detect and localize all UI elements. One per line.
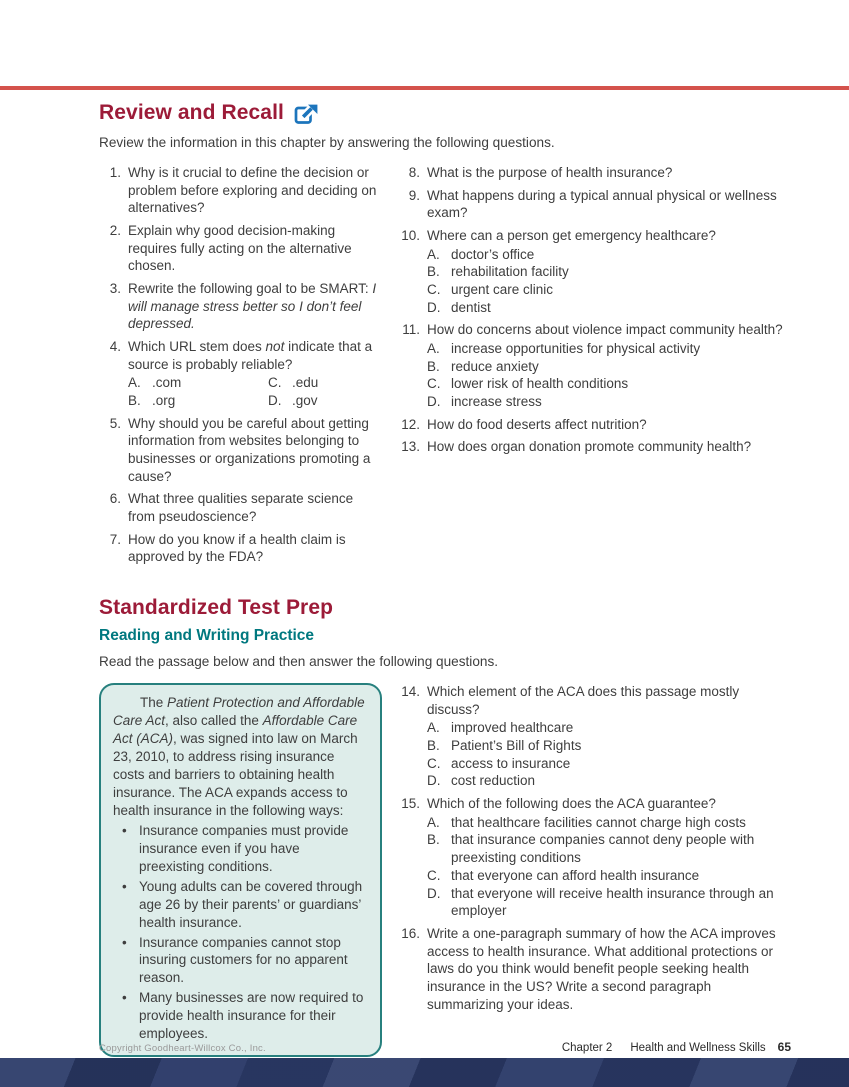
question-text — [128, 280, 382, 333]
answer-choice — [128, 374, 268, 392]
question-item — [398, 227, 791, 316]
passage-box — [99, 683, 382, 1057]
choice-text: that insurance companies cannot deny people with preexisting conditions — [451, 832, 755, 866]
answer-choice — [427, 885, 791, 920]
external-link-icon[interactable] — [293, 102, 320, 125]
text: Why should you be careful about getting information from websites belonging to businesses or organizations promoting a cause? — [128, 415, 371, 484]
question-number: 4. — [109, 339, 121, 355]
choice-text: increase opportunities for physical activity — [451, 341, 701, 357]
choice-label: B. — [427, 358, 440, 374]
question-item — [99, 531, 382, 566]
question-text — [128, 222, 382, 275]
question-number: 13. — [401, 439, 420, 455]
test-prep-title: Standardized Test Prep — [99, 596, 334, 620]
choice-text: urgent care clinic — [451, 282, 554, 298]
text: indicate that a source is probably reliable? — [128, 339, 373, 372]
test-prep-section — [99, 596, 791, 1057]
answer-choice — [427, 340, 791, 358]
passage-bullet-item: • Insurance companies must provide insurance even if you have preexisting conditions. — [113, 822, 368, 876]
choice-text: cost reduction — [451, 773, 536, 789]
question-text — [128, 490, 382, 525]
choice-label: D. — [427, 885, 441, 901]
choice-label: D. — [427, 299, 441, 315]
answer-choice — [427, 246, 791, 264]
questions-column-left — [99, 164, 382, 571]
choice-label: A. — [427, 720, 440, 736]
review-recall-columns — [99, 164, 791, 571]
page-number: 65 — [777, 1040, 791, 1054]
choice-text: .com — [152, 375, 182, 391]
question-number: 3. — [109, 281, 121, 297]
question-text — [427, 321, 791, 339]
answer-choice — [427, 393, 791, 411]
footer-band — [0, 1058, 849, 1087]
text: What happens during a typical annual physical or wellness exam? — [427, 187, 777, 221]
answer-choice — [427, 263, 791, 281]
question-text — [427, 164, 791, 182]
choice-label: B. — [427, 832, 440, 848]
question-number: 7. — [109, 531, 121, 547]
choice-text: increase stress — [451, 394, 542, 410]
question-number: 12. — [401, 416, 420, 432]
question-number: 9. — [408, 187, 420, 203]
text: , was signed into law on March 23, 2010, to address rising insurance costs and barriers to obtaining health insurance. The ACA expands access to health insurance in the following ways: — [113, 731, 358, 818]
question-body — [128, 280, 382, 333]
question-item — [398, 164, 791, 182]
question-number: 2. — [109, 223, 121, 239]
copyright-text: Copyright Goodheart-Willcox Co., Inc. — [99, 1043, 266, 1054]
question-body — [427, 187, 791, 222]
choice-text: rehabilitation facility — [451, 264, 569, 280]
question-body — [427, 164, 791, 182]
passage-bullets — [113, 822, 368, 1043]
passage-bullet-item: • Insurance companies cannot stop insuring customers for no apparent reason. — [113, 934, 368, 988]
question-item — [99, 415, 382, 486]
question-number: 6. — [109, 491, 121, 507]
question-item — [99, 338, 382, 410]
question-item — [99, 280, 382, 333]
question-number: 15. — [401, 796, 420, 812]
passage-text — [113, 694, 368, 820]
italic-text: Patient Protection and Affordable Care Act — [113, 695, 365, 729]
chapter-info — [562, 1040, 791, 1054]
question-item — [398, 925, 791, 1013]
answer-choices — [427, 246, 791, 317]
italic-text: I will manage stress better so I don’t feel depressed. — [128, 281, 377, 332]
answer-choice — [427, 867, 791, 885]
answer-choice — [427, 814, 791, 832]
answer-choices — [128, 374, 382, 409]
passage-column — [99, 683, 382, 1057]
choice-label: B. — [427, 738, 440, 754]
passage-bullet-item: • Young adults can be covered through age 26 by their parents’ or guardians’ health insurance. — [113, 878, 368, 932]
question-item — [99, 222, 382, 275]
question-number: 14. — [401, 684, 420, 700]
answer-choices — [427, 719, 791, 790]
chapter-title: Health and Wellness Skills — [630, 1042, 766, 1054]
question-item — [398, 438, 791, 456]
questions-column-right — [398, 164, 791, 461]
text: Why is it crucial to define the decision or problem before exploring and deciding on alternatives? — [128, 165, 377, 216]
review-recall-intro: Review the information in this chapter by answering the following questions. — [99, 135, 555, 150]
choice-label: C. — [268, 375, 282, 391]
answer-choice — [427, 281, 791, 299]
answer-choice — [427, 719, 791, 737]
choice-text: .gov — [292, 393, 318, 409]
italic-text: not — [265, 339, 285, 355]
question-body — [128, 490, 382, 525]
choice-label: D. — [268, 393, 282, 409]
question-text — [427, 683, 791, 718]
choice-label: C. — [427, 282, 441, 298]
question-text — [427, 227, 791, 245]
choice-label: C. — [427, 867, 441, 883]
page-footer — [99, 1040, 791, 1054]
section-title-text: Review and Recall — [99, 101, 284, 124]
choice-text: dentist — [451, 299, 491, 315]
question-body — [128, 338, 382, 410]
text: The — [140, 695, 168, 711]
choice-text: that everyone can afford health insurance — [451, 867, 700, 883]
question-body — [427, 925, 791, 1013]
question-body — [427, 683, 791, 790]
question-text — [128, 164, 382, 217]
text: Explain why good decision-making requires fully acting on the alternative chosen. — [128, 223, 352, 274]
text: Where can a person get emergency healthcare? — [427, 228, 716, 244]
text: What three qualities separate science from pseudoscience? — [128, 491, 354, 525]
review-recall-section — [99, 101, 791, 571]
passage-bullet-item: • Many businesses are now required to provide health insurance for their employees. — [113, 989, 368, 1043]
question-item — [398, 321, 791, 410]
answer-choice — [427, 375, 791, 393]
question-number: 10. — [401, 228, 420, 244]
question-body — [128, 164, 382, 217]
answer-choice — [268, 392, 382, 410]
text: Rewrite the following goal to be SMART: — [128, 281, 373, 297]
choice-label: B. — [427, 264, 440, 280]
choice-text: lower risk of health conditions — [451, 376, 629, 392]
choice-label: D. — [427, 394, 441, 410]
choice-label: A. — [427, 341, 440, 357]
page-content — [99, 101, 791, 1057]
question-body — [128, 415, 382, 486]
text: How does organ donation promote community health? — [427, 439, 752, 455]
test-prep-intro: Read the passage below and then answer the following questions. — [99, 654, 499, 670]
choice-label: C. — [427, 376, 441, 392]
text: What is the purpose of health insurance? — [427, 165, 673, 180]
question-text — [128, 531, 382, 566]
choice-label: C. — [427, 755, 441, 771]
choice-label: A. — [128, 375, 141, 391]
answer-choice — [427, 772, 791, 790]
text: Which element of the ACA does this passage mostly discuss? — [427, 684, 740, 717]
question-number: 16. — [401, 925, 420, 941]
question-number: 11. — [402, 322, 420, 338]
question-body — [427, 416, 791, 434]
question-text — [427, 416, 791, 434]
choice-text: doctor’s office — [451, 246, 535, 262]
text: , also called the — [165, 713, 263, 729]
choice-text: .edu — [292, 375, 319, 391]
question-text — [427, 925, 791, 1013]
test-prep-columns — [99, 683, 791, 1057]
question-item — [398, 683, 791, 790]
chapter-label: Chapter 2 — [561, 1042, 613, 1054]
question-item — [99, 490, 382, 525]
text: How do concerns about violence impact community health? — [427, 322, 783, 338]
question-text — [427, 438, 791, 456]
answer-choice — [427, 755, 791, 773]
review-recall-title — [99, 101, 791, 125]
choice-text: improved healthcare — [451, 720, 574, 736]
top-rule-divider — [0, 86, 849, 90]
choice-text: access to insurance — [451, 755, 571, 771]
question-text — [128, 415, 382, 486]
text: Which URL stem does — [128, 339, 266, 355]
answer-choice — [427, 299, 791, 317]
answer-choice — [427, 737, 791, 755]
text: How do food deserts affect nutrition? — [427, 416, 647, 432]
question-body — [427, 321, 791, 410]
text: Write a one-paragraph summary of how the ACA improves access to health insurance. What additional protections or laws do you think would benefit people seeking health insurance in the US? Write a second paragraph summarizing your ideas. — [427, 925, 776, 1012]
choice-label: A. — [427, 814, 440, 830]
question-number: 5. — [109, 415, 121, 431]
question-body — [427, 438, 791, 456]
question-item — [398, 187, 791, 222]
question-number: 8. — [408, 165, 420, 180]
question-item — [398, 416, 791, 434]
choice-label: D. — [427, 773, 441, 789]
answer-choices — [427, 340, 791, 411]
question-text — [128, 338, 382, 373]
questions-column-testprep — [398, 683, 791, 1018]
choice-label: B. — [128, 393, 141, 409]
answer-choice — [268, 374, 382, 392]
choice-text: .org — [152, 393, 176, 409]
answer-choice — [128, 392, 268, 410]
text: How do you know if a health claim is approved by the FDA? — [128, 531, 346, 565]
text: Which of the following does the ACA guarantee? — [427, 796, 716, 812]
answer-choice — [427, 358, 791, 376]
question-text — [427, 187, 791, 222]
question-body — [128, 222, 382, 275]
question-item — [398, 795, 791, 920]
question-number: 1. — [109, 165, 121, 180]
reading-writing-subtitle: Reading and Writing Practice — [99, 627, 315, 645]
choice-label: A. — [427, 246, 440, 262]
choice-text: that everyone will receive health insurance through an employer — [451, 885, 774, 919]
question-body — [427, 227, 791, 316]
choice-text: Patient’s Bill of Rights — [451, 738, 582, 754]
answer-choices — [427, 814, 791, 920]
question-item — [99, 164, 382, 217]
question-body — [427, 795, 791, 920]
answer-choice — [427, 831, 791, 866]
choice-text: that healthcare facilities cannot charge high costs — [451, 814, 746, 830]
question-body — [128, 531, 382, 566]
question-text — [427, 795, 791, 813]
choice-text: reduce anxiety — [451, 358, 539, 374]
italic-text: Affordable Care Act (ACA) — [113, 713, 358, 747]
